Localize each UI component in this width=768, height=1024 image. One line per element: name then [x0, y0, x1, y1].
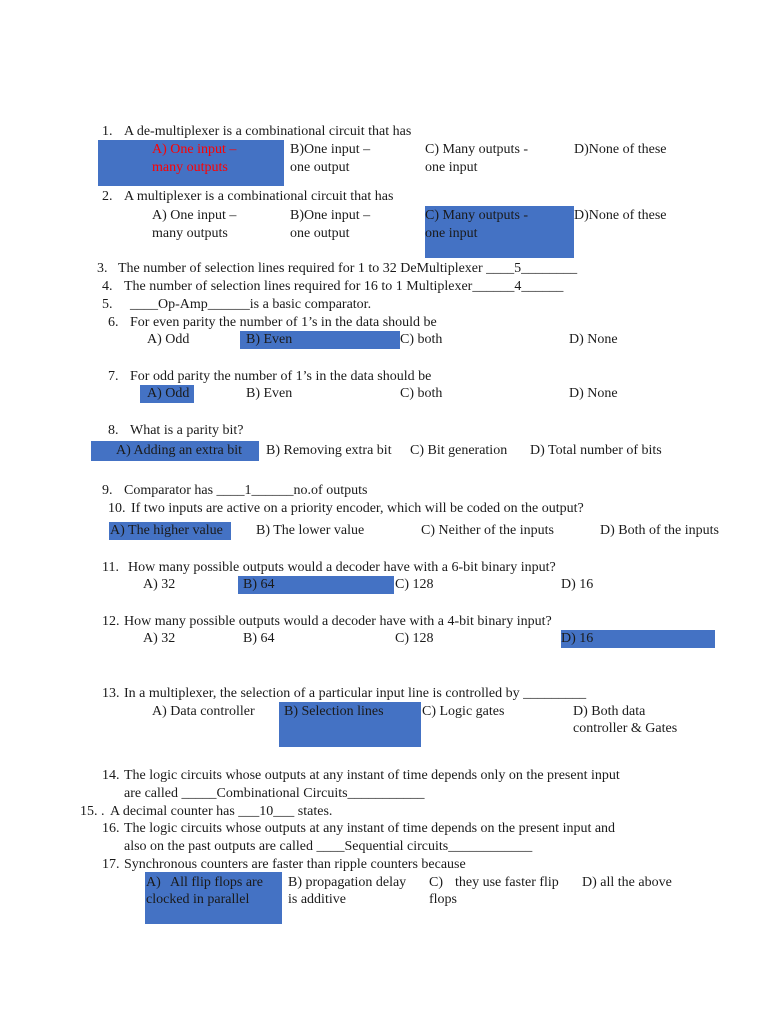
q1-option-c-line1: C) Many outputs - — [425, 142, 529, 157]
q2-option-c-line1: C) Many outputs - — [425, 208, 529, 223]
question-15-number: 15. . — [80, 804, 105, 819]
question-4-number: 4. — [102, 279, 113, 294]
q17-option-c-line2: flops — [429, 892, 457, 907]
q8-option-b: B) Removing extra bit — [266, 443, 392, 458]
question-16-text-line2: also on the past outputs are called ____Sequential circuits____________ — [124, 839, 533, 854]
q6-option-a: A) Odd — [147, 332, 190, 347]
q17-option-b-line1: B) propagation delay — [288, 875, 407, 890]
q17-option-a-line1: All flip flops are — [170, 875, 263, 890]
question-17-text: Synchronous counters are faster than ripple counters because — [124, 857, 466, 872]
question-3-number: 3. — [97, 261, 108, 276]
question-8-number: 8. — [108, 423, 119, 438]
q2-option-b-line2: one output — [290, 226, 350, 241]
q10-option-d: D) Both of the inputs — [600, 523, 719, 538]
question-9-text: Comparator has ____1______no.of outputs — [124, 483, 368, 498]
q17-option-d: D) all the above — [582, 875, 672, 890]
q8-option-c: C) Bit generation — [410, 443, 508, 458]
question-5-number: 5. — [102, 297, 113, 312]
q10-option-a: A) The higher value — [110, 523, 223, 538]
question-11-number: 11. — [102, 560, 119, 575]
q7-option-c: C) both — [400, 386, 443, 401]
q13-option-d-line2: controller & Gates — [573, 721, 678, 736]
q1-option-b-line2: one output — [290, 160, 350, 175]
q12-option-c: C) 128 — [395, 631, 434, 646]
q11-option-d: D) 16 — [561, 577, 594, 592]
question-17-number: 17. — [102, 857, 120, 872]
q17-option-a-line2: clocked in parallel — [146, 892, 250, 907]
question-16-text: The logic circuits whose outputs at any instant of time depends on the present input and — [124, 821, 616, 836]
q12-option-b: B) 64 — [243, 631, 275, 646]
q2-option-a-line1: A) One input – — [152, 208, 237, 223]
question-4-text: The number of selection lines required for 16 to 1 Multiplexer______4______ — [124, 279, 564, 294]
q8-option-d: D) Total number of bits — [530, 443, 662, 458]
q13-option-c: C) Logic gates — [422, 704, 505, 719]
q6-option-d: D) None — [569, 332, 618, 347]
question-13-number: 13. — [102, 686, 120, 701]
q17-option-c-label: C) — [429, 875, 443, 890]
q6-option-b: B) Even — [246, 332, 293, 347]
question-13-text: In a multiplexer, the selection of a particular input line is controlled by _________ — [124, 686, 587, 701]
question-12-text: How many possible outputs would a decoder have with a 4-bit binary input? — [124, 614, 552, 629]
q11-option-c: C) 128 — [395, 577, 434, 592]
q1-option-a-line2: many outputs — [152, 160, 228, 175]
q10-option-b: B) The lower value — [256, 523, 365, 538]
question-10-number: 10. — [108, 501, 126, 516]
q13-option-a: A) Data controller — [152, 704, 255, 719]
question-1-text: A de-multiplexer is a combinational circuit that has — [124, 124, 412, 139]
question-12-number: 12. — [102, 614, 120, 629]
q17-option-a-label: A) — [146, 875, 161, 890]
question-14-text: The logic circuits whose outputs at any instant of time depends only on the present input — [124, 768, 620, 783]
question-7-text: For odd parity the number of 1’s in the data should be — [130, 369, 432, 384]
q1-option-d: D)None of these — [574, 142, 667, 157]
q11-option-a: A) 32 — [143, 577, 176, 592]
q2-option-d: D)None of these — [574, 208, 667, 223]
question-1-number: 1. — [102, 124, 113, 139]
question-16-number: 16. — [102, 821, 120, 836]
q2-option-a-line2: many outputs — [152, 226, 228, 241]
q1-option-a-line1: A) One input – — [152, 142, 237, 157]
q17-option-b-line2: is additive — [288, 892, 346, 907]
q10-option-c: C) Neither of the inputs — [421, 523, 554, 538]
q7-option-a: A) Odd — [147, 386, 190, 401]
question-11-text: How many possible outputs would a decoder have with a 6-bit binary input? — [128, 560, 556, 575]
q1-option-b-line1: B)One input – — [290, 142, 371, 157]
q11-option-b: B) 64 — [243, 577, 275, 592]
q7-option-d: D) None — [569, 386, 618, 401]
q12-option-d: D) 16 — [561, 631, 594, 646]
question-5-text: ____Op-Amp______is a basic comparator. — [130, 297, 372, 312]
question-9-number: 9. — [102, 483, 113, 498]
question-14-text-line2: are called _____Combinational Circuits___________ — [124, 786, 425, 801]
q13-option-b: B) Selection lines — [284, 704, 384, 719]
question-8-text: What is a parity bit? — [130, 423, 244, 438]
question-2-text: A multiplexer is a combinational circuit that has — [124, 189, 394, 204]
question-3-text: The number of selection lines required for 1 to 32 DeMultiplexer ____5________ — [118, 261, 578, 276]
q17-option-c-line1: they use faster flip — [455, 875, 559, 890]
question-6-text: For even parity the number of 1’s in the data should be — [130, 315, 437, 330]
question-10-text: If two inputs are active on a priority encoder, which will be coded on the output? — [131, 501, 584, 516]
q12-option-a: A) 32 — [143, 631, 176, 646]
q8-option-a: A) Adding an extra bit — [116, 443, 242, 458]
question-2-number: 2. — [102, 189, 113, 204]
question-6-number: 6. — [108, 315, 119, 330]
q1-option-c-line2: one input — [425, 160, 478, 175]
q13-option-d-line1: D) Both data — [573, 704, 646, 719]
q7-option-b: B) Even — [246, 386, 293, 401]
q6-option-c: C) both — [400, 332, 443, 347]
q2-option-c-line2: one input — [425, 226, 478, 241]
question-7-number: 7. — [108, 369, 119, 384]
question-14-number: 14. — [102, 768, 120, 783]
q2-option-b-line1: B)One input – — [290, 208, 371, 223]
question-15-text: A decimal counter has ___10___ states. — [110, 804, 333, 819]
